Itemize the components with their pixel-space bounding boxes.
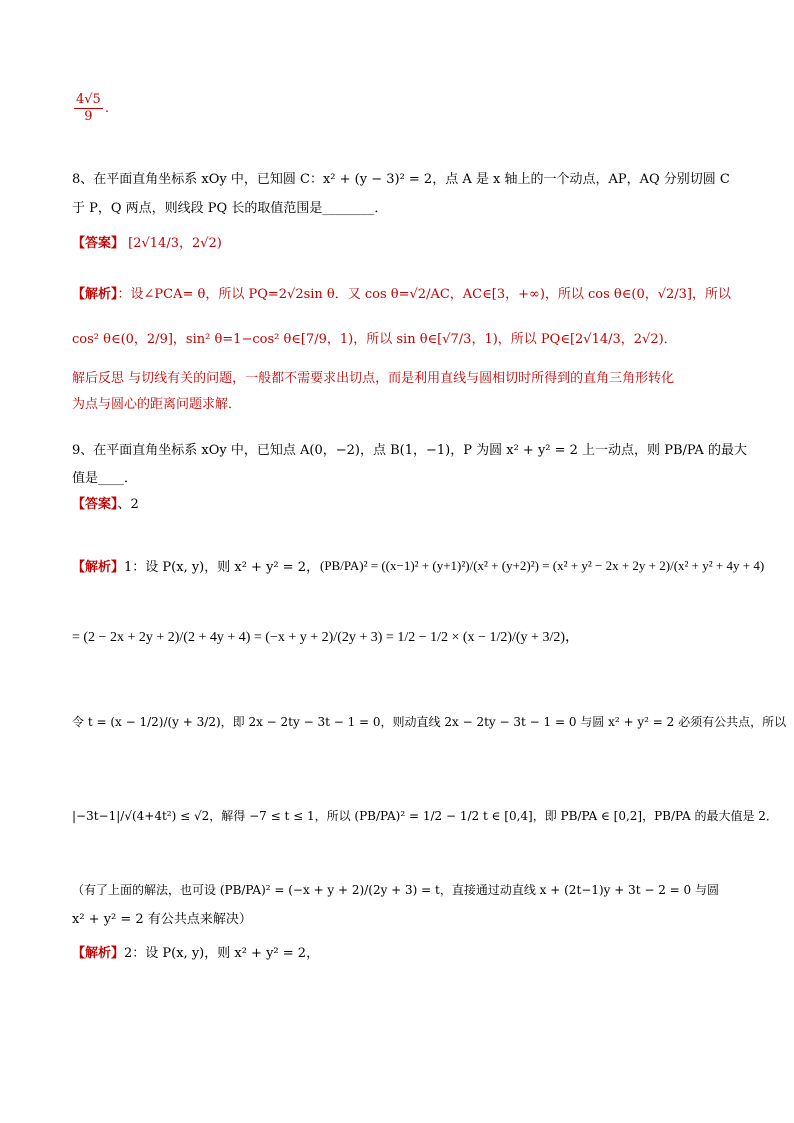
- q9-text-line2: 值是____．: [72, 471, 138, 486]
- q8-reflection-line1: 解后反思 与切线有关的问题，一般都不需要求出切点，而是利用直线与圆相切时所得到的直角三角形转化: [72, 371, 675, 386]
- top-fraction-denominator: 9: [84, 109, 93, 124]
- q9-analysis2-label: 【解析】: [72, 946, 125, 961]
- q8-answer-value: [2√14/3，2√2): [128, 236, 222, 251]
- q8-analysis-line1: [72, 285, 731, 305]
- q8-answer-label: 【答案】: [72, 236, 125, 251]
- q8-reflection-line2: 为点与圆心的距离问题求解．: [72, 397, 242, 412]
- top-fraction-tail: .: [104, 101, 109, 116]
- q9-answer: [72, 495, 139, 515]
- q8-text-line2: 于 P，Q 两点，则线段 PQ 长的取值范围是________．: [72, 201, 388, 216]
- q9-equation-2: = (2 − 2x + 2y + 2)/(2 + 4y + 4) = (−x + y + 2)/(2y + 3) = 1/2 − 1/2 × (x − 1/2)/(y + 3/2)，: [72, 630, 580, 645]
- q8-analysis-line2: cos² θ∈(0，2/9]，sin² θ=1−cos² θ∈[7/9，1)，所以 sin θ∈[√7/3，1)，所以 PQ∈[2√14/3，2√2)．: [72, 332, 677, 347]
- top-fraction: [72, 92, 109, 125]
- q9-answer-value: 、2: [117, 497, 139, 512]
- q9-equation-3: 令 t = (x − 1/2)/(y + 3/2)，即 2x − 2ty − 3t − 1 = 0，则动直线 2x − 2ty − 3t − 1 = 0 与圆 x² + y² = 2 必须有公共点，所以: [72, 715, 787, 729]
- q9-text-line1: 9、在平面直角坐标系 xOy 中，已知点 A(0，−2)，点 B(1，−1)，P 为圆 x² + y² = 2 上一动点，则 PB/PA 的最大: [72, 443, 747, 458]
- q9-answer-label: 【答案】: [72, 497, 118, 512]
- q9-analysis2-text: 2：设 P(x, y)，则 x² + y² = 2，: [124, 946, 320, 961]
- q9-analysis1-text: 1：设 P(x, y)，则 x² + y² = 2，: [124, 560, 320, 575]
- q9-equation-1: (PB/PA)² = ((x−1)² + (y+1)²)/(x² + (y+2)²) = (x² + y² − 2x + 2y + 2)/(x² + y² + 4y + 4): [320, 558, 765, 573]
- q8-answer: [72, 234, 222, 254]
- q9-analysis1-label: 【解析】: [72, 560, 125, 575]
- q8-analysis-text1: ：设∠PCA= θ，所以 PQ=2√2sin θ．又 cos θ=√2/AC，AC∈[3，+∞)，所以 cos θ∈(0，√2/3]，所以: [117, 287, 731, 302]
- q8-analysis-label: 【解析】: [72, 287, 118, 302]
- q9-equation-6: x² + y² = 2 有公共点来解决）: [72, 912, 252, 927]
- q9-equation-4: |−3t−1|/√(4+4t²) ≤ √2，解得 −7 ≤ t ≤ 1，所以 (PB/PA)² = 1/2 − 1/2 t ∈ [0,4]，即 PB/PA ∈ [0,2]，PB/PA 的最大值是 2．: [72, 809, 778, 823]
- q9-analysis2: [72, 944, 319, 964]
- q9-analysis1: [72, 558, 765, 578]
- q9-equation-5: （有了上面的解法，也可设 (PB/PA)² = (−x + y + 2)/(2y + 3) = t，直接通过动直线 x + (2t−1)y + 3t − 2 = 0 与圆: [72, 883, 720, 897]
- q8-text-line1: 8、在平面直角坐标系 xOy 中，已知圆 C：x² + (y − 3)² = 2，点 A 是 x 轴上的一个动点，AP，AQ 分别切圆 C: [72, 172, 730, 187]
- top-fraction-numerator: 4√5: [76, 92, 101, 107]
